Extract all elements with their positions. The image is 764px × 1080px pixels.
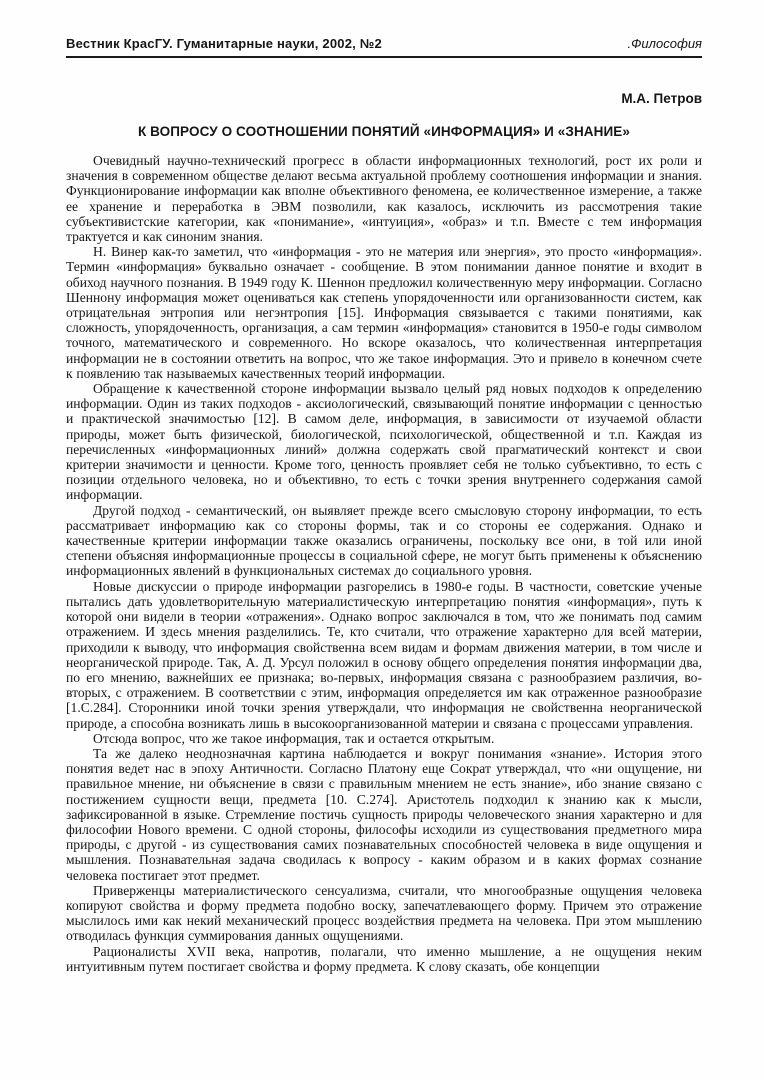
paragraph-4: Другой подход - семантический, он выявляет прежде всего смысловую сторону информации, то есть рассматривает информацию как со стороны формы, так и со стороны ее содержания. Однако и качественные критерии информации также оказались ограничены, поскольку все они, в той или иной степени объясняя информационные процессы в социальной сфере, не могут быть применены к объяснению информационных явлений в функциональных системах до социального уровня. (66, 502, 702, 579)
paragraph-9: Рационалисты XVII века, напротив, полагали, что именно мышление, а не ощущения неким интуитивным путем постигает свойства и форму предмета. К слову сказать, обе концепции (66, 943, 702, 974)
article-body (66, 153, 702, 974)
paragraph-3: Обращение к качественной стороне информации вызвало целый ряд новых подходов к определению информации. Один из таких подходов - аксиологический, связывающий понятие информации с ценностью и практической значимостью [12]. В самом деле, информация, в зависимости от изучаемой области природы, может быть физической, биологической, психологической, общественной и т.п. Каждая из перечисленных «информационных линий» должна содержать свой прагматический контекст и свои критерии значимости и ценности. Кроме того, ценность проявляет себя не только субъективно, то есть с позиции отдельного человека, но и объективно, то есть с точки зрения внутреннего содержания самой информации. (66, 381, 702, 503)
section-label: .Философия (627, 36, 702, 51)
journal-title: Вестник КрасГУ. Гуманитарные науки, 2002, №2 (66, 36, 382, 51)
paragraph-7: Та же далеко неоднозначная картина наблюдается и вокруг понимания «знание». История этого понятия ведет нас в эпоху Античности. Согласно Платону еще Сократ утверждал, что «ни ощущение, ни правильное мнение, ни объяснение в связи с правильным мнением не есть знание», ибо знание связано с постижением сущности вещи, предмета [10. С.274]. Аристотель подходил к знанию как к мысли, зафиксированной в языке. Стремление постичь сущность природы человеческого знания характерно и для философии Нового времени. С одной стороны, философы исходили из существования предметного мира природы, с другой - из существования самих познавательных способностей человека в виде ощущения и мышления. Познавательная задача сводилась к вопросу - каким образом и в каких формах сознание человека постигает этот предмет. (66, 745, 702, 883)
paragraph-2: Н. Винер как-то заметил, что «информация - это не материя или энергия», это просто «информация». Термин «информация» буквально означает - сообщение. В этом понимании данное понятие и входит в обиход научного познания. В 1949 году К. Шеннон предложил количественную меру информации. Согласно Шеннону информация может оцениваться как степень упорядоченности или организованности систем, как отрицательная энтропия или негэнтропия [15]. Информация связывается с такими понятиями, как сложность, упорядоченность, организация, а сам термин «информация» становится в 1950-е годы символом точного, математического и современного. Но вскоре оказалось, что количественная интерпретация информации не в состоянии ответить на вопрос, что же такое информация. Это и привело в конечном счете к появлению так называемых качественных теорий информации. (66, 244, 702, 381)
paragraph-6: Отсюда вопрос, что же такое информация, так и остается открытым. (93, 730, 495, 746)
paragraph-1: Очевидный научно-технический прогресс в области информационных технологий, рост их роли и значения в современном обществе делают весьма актуальной проблему соотношения информации и знания. Функционирование информации как вполне объективного феномена, ее количественное измерение, а также ее хранение и переработка в ЭВМ позволили, как казалось, исключить из рассмотрения такие субъективистские категории, как «понимание», «интуиция», «образ» и т.п. Вместе с тем информация трактуется и как синоним знания. (66, 153, 702, 245)
paragraph-5: Новые дискуссии о природе информации разгорелись в 1980-е годы. В частности, советские ученые пытались дать удовлетворительную материалистическую интерпретацию понятия «информация», путь к которой они видели в теории «отражения». Однако вопрос заключался в том, что же понимать под самим отражением. И здесь мнения разделились. Те, кто считали, что отражение характерно для всей материи, приходили к выводу, что информация свойственна всем видам и формам движения материи, в том числе и неорганической природе. Так, А. Д. Урсул положил в основу общего определения понятия информации два, по его мнению, важнейших ее признака; во-первых, информация связана с разнообразием различия, во-вторых, с отражением. В соответствии с этим, информация определяется им как отраженное разнообразие [1.С.284]. Сторонники иной точки зрения утверждали, что информация не свойственна неорганической природе, а способна возникать лишь в высокоорганизованной материи и связана с процессами управления. (66, 578, 702, 731)
article-title: К ВОПРОСУ О СООТНОШЕНИИ ПОНЯТИЙ «ИНФОРМАЦИЯ» И «ЗНАНИЕ» (137, 124, 631, 139)
paragraph-8: Приверженцы материалистического сенсуализма, считали, что многообразные ощущения человека копируют свойства и форму предмета подобно воску, запечатлевающего форму. Причем это отражение мыслилось ими как некий механический процесс воздействия предмета на человека. При этом мышлению отводилась функция суммирования данных ощущениями. (66, 882, 702, 944)
author-name: М.А. Петров (621, 91, 702, 106)
running-head (66, 36, 702, 58)
